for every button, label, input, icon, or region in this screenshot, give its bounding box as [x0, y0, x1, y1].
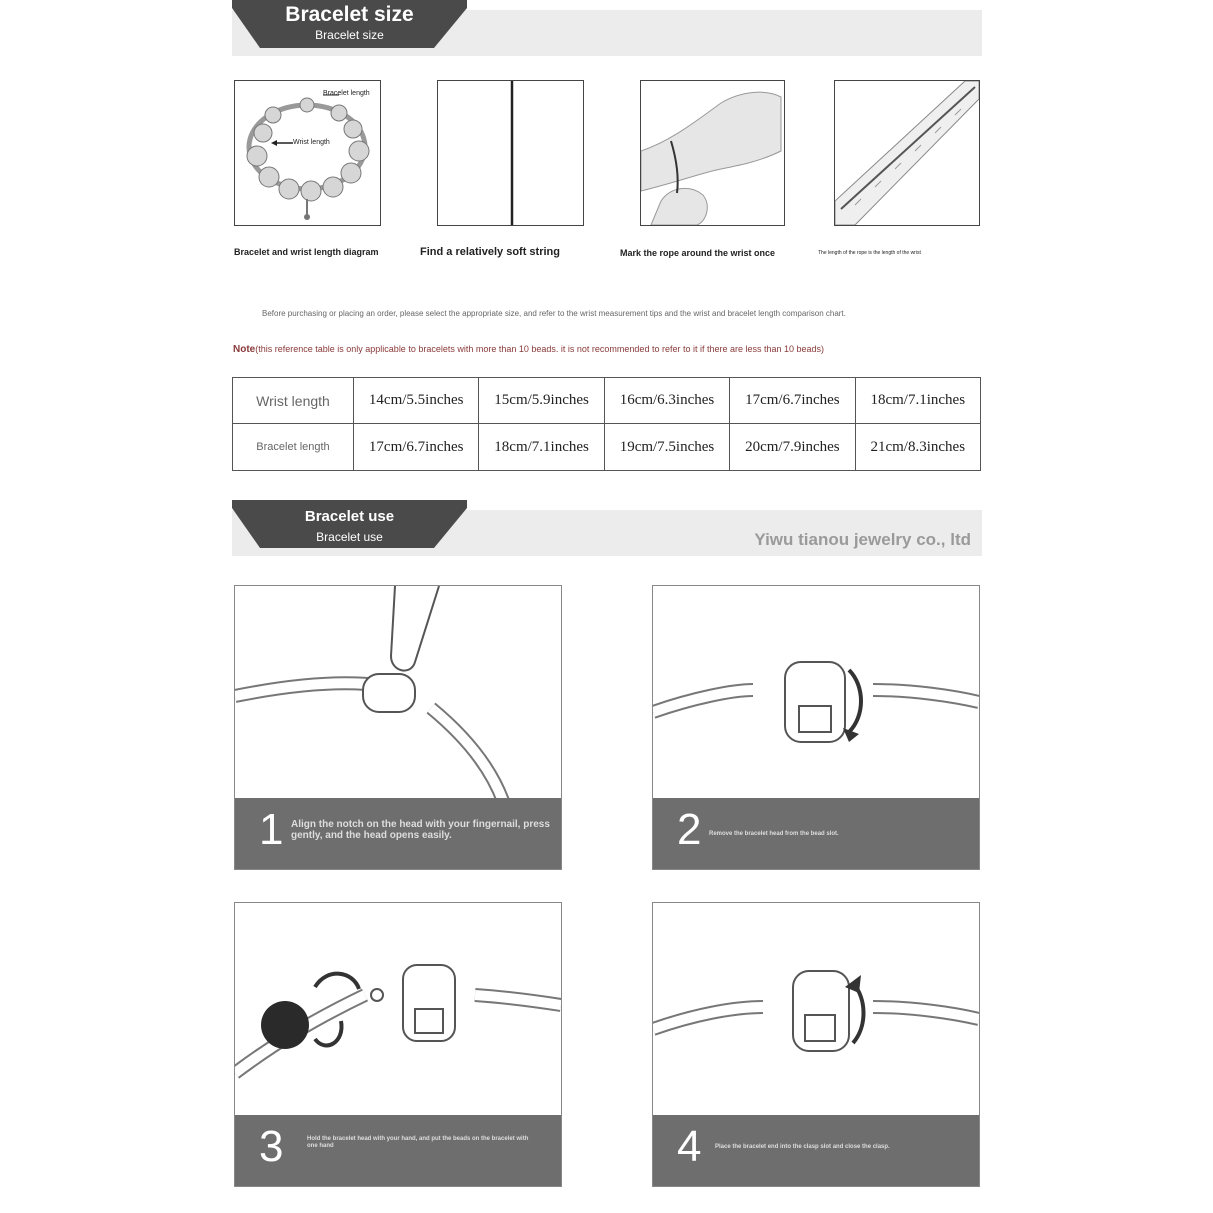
- table-cell: 17cm/6.7inches: [354, 424, 479, 471]
- bracelet-diagram-caption: Bracelet and wrist length diagram: [234, 247, 379, 257]
- ruler-illustration: [835, 81, 979, 225]
- table-row: [233, 378, 981, 424]
- step-2-number: 2: [677, 805, 702, 854]
- step-4-panel: [652, 902, 980, 1187]
- bracelet-length-header: Bracelet length: [233, 424, 354, 471]
- step-1-panel: [234, 585, 562, 870]
- ruler-image: [834, 80, 980, 226]
- size-banner-title: Bracelet size: [285, 3, 414, 26]
- table-cell: 14cm/5.5inches: [354, 378, 479, 424]
- bracelet-illustration: [235, 81, 380, 225]
- soft-string-caption: Find a relatively soft string: [420, 246, 560, 258]
- step-1-text: Align the notch on the head with your fingernail, press gently, and the head opens easily.: [291, 819, 550, 841]
- note-row: [233, 339, 824, 357]
- note-label: Note: [233, 344, 256, 355]
- table-cell: 21cm/8.3inches: [855, 424, 980, 471]
- wrist-mark-caption: Mark the rope around the wrist once: [620, 248, 776, 258]
- table-cell: 16cm/6.3inches: [604, 378, 729, 424]
- step-4-band: [653, 1115, 979, 1186]
- step-3-text: Hold the bracelet head with your hand, and put the beads on the bracelet with one hand: [307, 1136, 529, 1149]
- step-1-number: 1: [259, 805, 284, 854]
- table-cell: 17cm/6.7inches: [730, 378, 855, 424]
- bracelet-length-label: Bracelet length: [323, 90, 370, 97]
- step-4-text: Place the bracelet end into the clasp slot and close the clasp.: [715, 1144, 890, 1150]
- table-cell: 19cm/7.5inches: [604, 424, 729, 471]
- step-2-panel: [652, 585, 980, 870]
- table-cell: 20cm/7.9inches: [730, 424, 855, 471]
- hand-with-rope-illustration: [641, 81, 784, 225]
- string-illustration: [438, 81, 583, 225]
- table-row: [233, 424, 981, 471]
- soft-string-image: [437, 80, 584, 226]
- ruler-caption: The length of the rope is the length of the wrist: [818, 250, 921, 256]
- wrist-length-label: Wrist length: [293, 139, 330, 146]
- use-banner-subtitle: Bracelet use: [316, 530, 383, 544]
- step-3-band: [235, 1115, 561, 1186]
- size-banner-subtitle: Bracelet size: [315, 28, 384, 42]
- wrist-length-header: Wrist length: [233, 378, 354, 424]
- use-banner-title: Bracelet use: [304, 508, 395, 525]
- table-cell: 18cm/7.1inches: [855, 378, 980, 424]
- step-2-text: Remove the bracelet head from the bead slot.: [709, 831, 839, 837]
- company-name: Yiwu tianou jewelry co., ltd: [754, 530, 971, 549]
- bracelet-diagram-image: [234, 80, 381, 226]
- size-table: [232, 377, 981, 471]
- use-banner: [232, 500, 467, 548]
- note-text: (this reference table is only applicable to bracelets with more than 10 beads. it is not recommended to refer to it if there are less than 10 beads): [255, 344, 825, 354]
- purchase-instruction: Before purchasing or placing an order, please select the appropriate size, and refer to the wrist measurement tips and the wrist and bracelet length comparison chart.: [262, 309, 846, 318]
- step-3-panel: [234, 902, 562, 1187]
- wrist-mark-image: [640, 80, 785, 226]
- table-cell: 15cm/5.9inches: [479, 378, 604, 424]
- size-banner: [232, 0, 467, 48]
- step-4-number: 4: [677, 1122, 702, 1171]
- step-3-number: 3: [259, 1122, 284, 1171]
- table-cell: 18cm/7.1inches: [479, 424, 604, 471]
